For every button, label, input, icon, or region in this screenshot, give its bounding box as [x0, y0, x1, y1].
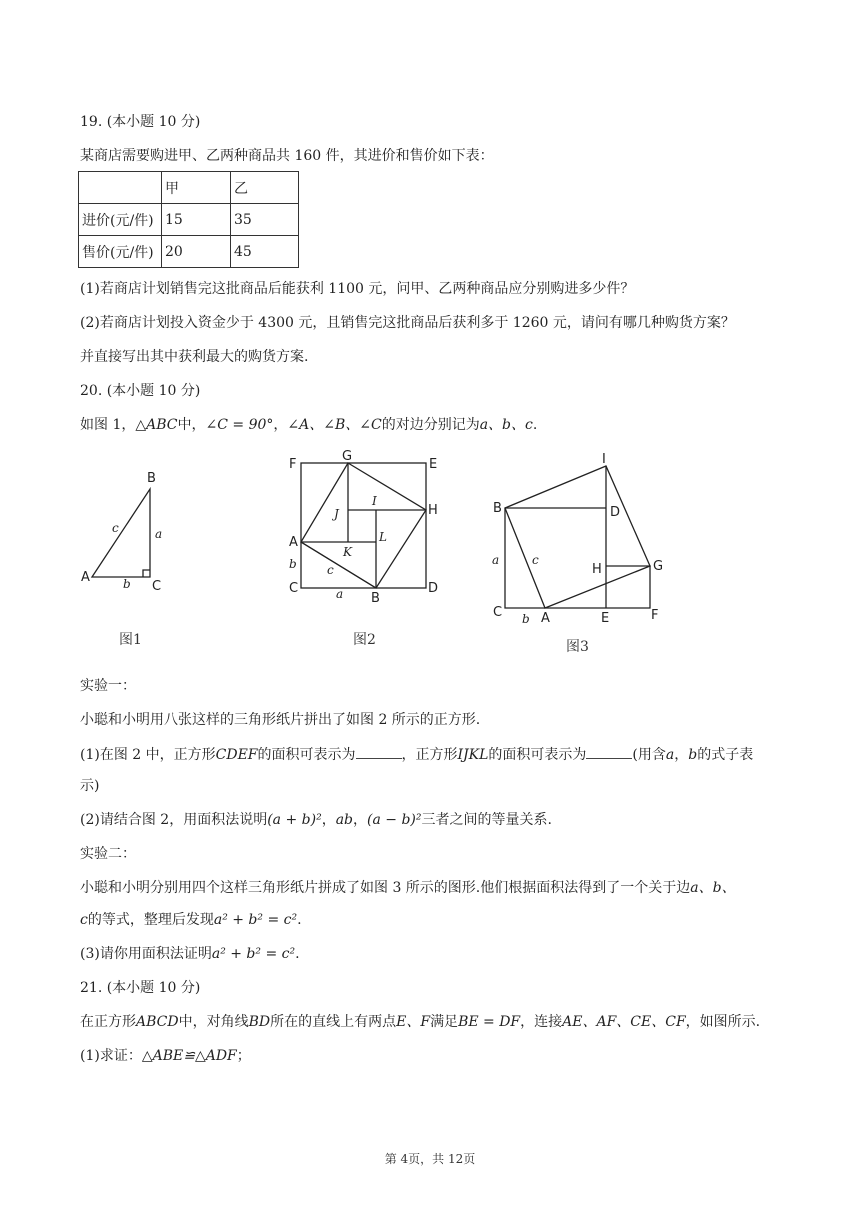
text: 如图 1，	[80, 417, 136, 433]
fig2-label-A: A	[289, 535, 298, 550]
fig2-label-L: L	[379, 530, 387, 544]
text: 在正方形	[80, 1014, 136, 1030]
math: c	[80, 912, 88, 928]
fig3-label-F: F	[651, 608, 659, 623]
fig2-label-G: G	[342, 449, 353, 464]
text: 的面积可表示为	[488, 747, 587, 763]
fig3-label-G: G	[653, 559, 664, 574]
table-cell: 20	[162, 236, 231, 268]
math: a	[665, 747, 675, 763]
math: AE、AF、CE、CF	[562, 1014, 686, 1030]
fig2-label-F: F	[289, 457, 297, 472]
fig1-label-B: B	[147, 471, 156, 486]
fig2-label-b: b	[289, 557, 297, 571]
q21-header: 21. (本小题 10 分)	[80, 980, 201, 996]
fig3-label-B: B	[493, 501, 502, 516]
table-cell: 45	[231, 236, 299, 268]
fig1-label-A: A	[81, 570, 90, 585]
text: 小聪和小明分别用四个这样三角形纸片拼成了如图 3 所示的图形.他们根据面积法得到了一个关于边	[80, 880, 691, 896]
fig3-label-C: C	[493, 605, 503, 620]
fig3-label-a: a	[492, 553, 500, 567]
fig2-label-J: J	[334, 507, 339, 521]
fig2-caption: 图2	[353, 632, 376, 648]
fig2-label-D: D	[428, 581, 439, 596]
math: BE = DF	[458, 1014, 521, 1030]
text: 的等式，整理后发现	[87, 912, 214, 928]
table-row	[79, 204, 299, 236]
text: ，	[321, 812, 336, 828]
text: 三者之间的等量关系.	[421, 812, 552, 828]
math: E、F	[396, 1014, 431, 1030]
fig2-label-a: a	[336, 587, 344, 601]
fig2-label-B: B	[371, 591, 380, 606]
text: (2)请结合图 2，用面积法说明	[80, 812, 268, 828]
text: ，	[353, 812, 367, 828]
table-cell: 售价(元/件)	[79, 236, 162, 268]
triangle-abc	[92, 489, 150, 577]
text: (1)在图 2 中，正方形	[80, 747, 216, 763]
table-cell: 35	[231, 204, 299, 236]
math: a、b、	[690, 880, 736, 896]
exp1-title: 实验一：	[80, 678, 136, 694]
q20-part3	[80, 944, 300, 964]
fig2-label-I: I	[372, 494, 377, 508]
fig2-label-E: E	[429, 457, 438, 472]
q19-part1: (1)若商店计划销售完这批商品后能获利 1100 元，问甲、乙两种商品应分别购进多少件？	[80, 281, 635, 297]
exp2-text-line2	[80, 910, 302, 930]
math: △ABC	[135, 417, 178, 433]
text: (用含	[632, 747, 666, 763]
text: 中，对角线	[178, 1014, 249, 1030]
fig3-label-b: b	[522, 612, 530, 626]
fig3-label-c: c	[532, 553, 539, 567]
fig2-label-C: C	[289, 581, 299, 596]
outer-square	[301, 463, 426, 588]
text: ，正方形	[401, 747, 458, 763]
page-footer: 第 4页，共 12页	[384, 1152, 476, 1166]
fig3-label-A: A	[541, 611, 550, 626]
text: 的式子表	[697, 747, 754, 763]
fig1-label-a: a	[155, 527, 163, 541]
table-header-cell: 甲	[162, 172, 231, 204]
right-angle-mark	[143, 570, 150, 577]
text: 的面积可表示为	[257, 747, 356, 763]
table-header-cell: 乙	[231, 172, 299, 204]
exp1-text: 小聪和小明用八张这样的三角形纸片拼出了如图 2 所示的正方形.	[80, 712, 481, 728]
q20-intro	[80, 415, 537, 435]
fig1-label-b: b	[123, 577, 131, 591]
text: 中，	[177, 417, 206, 433]
text: ，连接	[520, 1014, 563, 1030]
figures-area	[78, 446, 678, 666]
fig1-label-C: C	[152, 579, 162, 594]
math: ABCD	[136, 1014, 179, 1030]
fig2-label-H: H	[428, 503, 438, 518]
math: ∠C = 90°	[205, 417, 274, 433]
table-header-cell	[79, 172, 162, 204]
q20-header: 20. (本小题 10 分)	[80, 383, 201, 399]
fig3-label-H: H	[592, 562, 602, 577]
text: ，如图所示.	[685, 1014, 761, 1030]
fig3-label-D: D	[610, 505, 621, 520]
q19-part2-cont: 并直接写出其中获利最大的购货方案.	[80, 349, 309, 365]
fig1-caption: 图1	[119, 632, 142, 648]
text: .	[295, 946, 300, 962]
text: (3)请你用面积法证明	[80, 946, 212, 962]
text: 满足	[430, 1014, 459, 1030]
text: (1)求证：	[80, 1048, 142, 1064]
math: a² + b² = c²	[213, 912, 298, 928]
text: .	[532, 417, 538, 433]
fig2-label-c: c	[327, 563, 334, 577]
q19-part2: (2)若商店计划投入资金少于 4300 元，且销售完这批商品后获利多于 1260 元，请问有哪几种购货方案？	[80, 315, 735, 331]
q20-part1-cont: 示)	[80, 778, 100, 794]
q19-header: 19. (本小题 10 分)	[80, 114, 201, 130]
figure-2	[301, 463, 426, 588]
exp2-text	[80, 878, 736, 898]
text: ，	[674, 747, 689, 763]
math: a、b、c	[479, 417, 533, 433]
math: IJKL	[457, 747, 489, 763]
math: △ABE≌△ADF	[141, 1048, 237, 1064]
figure-3	[505, 466, 650, 608]
table-cell: 进价(元/件)	[79, 204, 162, 236]
q21-intro	[80, 1012, 760, 1032]
q19-intro: 某商店需要购进甲、乙两种商品共 160 件，其进价和售价如下表：	[80, 148, 494, 164]
q21-part1	[80, 1046, 251, 1066]
text: 的对边分别记为	[381, 417, 480, 433]
fig3-caption: 图3	[566, 639, 589, 655]
exp2-title: 实验二：	[80, 846, 136, 862]
math: ab	[335, 812, 353, 828]
outline-cfgh	[505, 508, 650, 608]
text: 所在的直线上有两点	[270, 1014, 397, 1030]
math: BD	[248, 1014, 271, 1030]
table-row	[79, 236, 299, 268]
figure-1	[92, 489, 150, 577]
q20-part1	[80, 744, 753, 765]
table-cell: 15	[162, 204, 231, 236]
text: .	[297, 912, 302, 928]
fig1-label-c: c	[112, 521, 119, 535]
math: ∠A、∠B、∠C	[287, 417, 382, 433]
fig3-label-I: I	[602, 452, 606, 467]
figures-svg	[78, 446, 678, 666]
answer-blank[interactable]	[586, 744, 632, 759]
math: a² + b² = c²	[211, 946, 296, 962]
fig2-label-K: K	[343, 545, 352, 559]
table-row	[79, 172, 299, 204]
math: b	[688, 747, 698, 763]
text: ；	[236, 1048, 251, 1064]
price-table	[78, 171, 299, 268]
square-bigc	[505, 466, 650, 608]
answer-blank[interactable]	[356, 744, 402, 759]
inner-tilted-square	[301, 463, 426, 588]
q20-part2	[80, 810, 552, 830]
math: CDEF	[215, 747, 258, 763]
math: (a − b)²	[367, 812, 422, 828]
text: ，	[273, 417, 288, 433]
fig3-label-E: E	[601, 611, 610, 626]
triangle-edge	[301, 542, 376, 588]
math: (a + b)²	[267, 812, 322, 828]
